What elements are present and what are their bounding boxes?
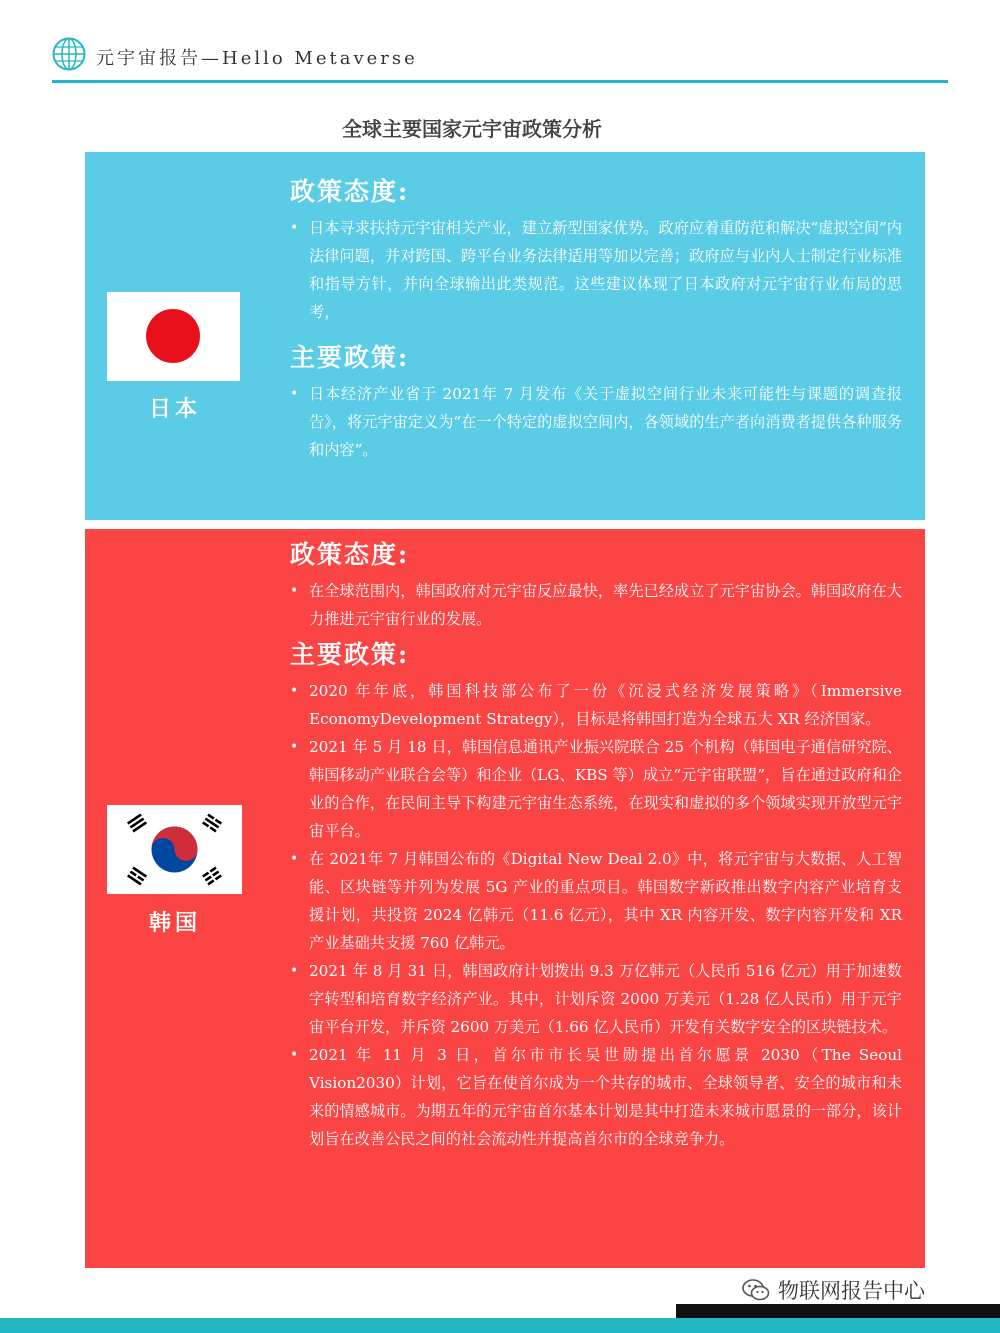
- list-item: • 日本寻求扶持元宇宙相关产业，建立新型国家优势。政府应着重防范和解决“虚拟空间”内法律问题，并对跨国、跨平台业务法律适用等加以完善；政府应与业内人士制定行业标准和指导方针，并向全球输出此类规范。这些建议体现了日本政府对元宇宙行业布局的思考，: [290, 214, 902, 326]
- watermark-text: 物联网报告中心: [778, 1279, 925, 1303]
- wechat-icon: [742, 1278, 770, 1302]
- country-label-japan: 日本: [148, 396, 201, 422]
- korea-attitude-heading: 政策态度:: [290, 540, 410, 569]
- header-title: 元宇宙报告—Hello Metaverse: [96, 48, 418, 69]
- footer-bar: [0, 1318, 1000, 1333]
- japan-flag: [107, 292, 240, 381]
- japan-attitude-heading: 政策态度:: [290, 177, 410, 206]
- list-item: • 在 2021年 7 月韩国公布的《Digital New Deal 2.0》中，将元宇宙与大数据、人工智能、区块链等并列为发展 5G 产业的重点项目。韩国数字新政推出数字内容产业培育支援计划，共投资 2024 亿韩元（11.6 亿元），其中 XR 内容开发、数字内容开发和 XR 产业基础共支援 760 亿韩元。: [290, 845, 902, 957]
- globe-icon: [52, 37, 86, 71]
- korea-policy-heading: 主要政策:: [290, 640, 410, 669]
- page-title: 全球主要国家元宇宙政策分析: [342, 117, 602, 141]
- japan-policy-heading: 主要政策:: [290, 343, 410, 372]
- korea-content: [290, 537, 902, 1157]
- list-item: • 2021 年 5 月 18 日，韩国信息通讯产业振兴院联合 25 个机构（韩国电子通信研究院、韩国移动产业联合会等）和企业（LG、KBS 等）成立“元宇宙联盟”，旨在通过政府和企业的合作，在民间主导下构建元宇宙生态系统，在现实和虚拟的多个领域实现开放型元宇宙平台。: [290, 733, 902, 845]
- list-item: • 2020 年年底，韩国科技部公布了一份《沉浸式经济发展策略》（Immersive EconomyDevelopment Strategy），目标是将韩国打造为全球五大 XR 经济国家。: [290, 677, 902, 733]
- japan-policy-list: [290, 380, 902, 464]
- japan-content: [290, 174, 902, 478]
- list-item: • 日本经济产业省于 2021年 7 月发布《关于虚拟空间行业未来可能性与课题的调查报告》，将元宇宙定义为“在一个特定的虚拟空间内，各领域的生产者向消费者提供各种服务和内容”。: [290, 380, 902, 464]
- list-item: • 2021 年 8 月 31 日，韩国政府计划拨出 9.3 万亿韩元（人民币 516 亿元）用于加速数字转型和培育数字经济产业。其中，计划斥资 2000 万美元（1.28 亿人民币）用于元宇宙平台开发，并斥资 2600 万美元（1.66 亿人民币）开发有关数字安全的区块链技术。: [290, 957, 902, 1041]
- list-item: • 在全球范围内，韩国政府对元宇宙反应最快，率先已经成立了元宇宙协会。韩国政府在大力推进元宇宙行业的发展。: [290, 577, 902, 633]
- country-label-korea: 韩国: [148, 910, 201, 936]
- korea-panel: [85, 529, 925, 1268]
- list-item: • 2021 年 11 月 3 日，首尔市市长吴世勋提出首尔愿景 2030（The Seoul Vision2030）计划，它旨在使首尔成为一个共存的城市、全球领导者、安全的城市和未来的情感城市。为期五年的元宇宙首尔基本计划是其中打造未来城市愿景的一部分，该计划旨在改善公民之间的社会流动性并提高首尔市的全球竞争力。: [290, 1041, 902, 1153]
- korea-flag: [107, 805, 242, 894]
- japan-attitude-list: [290, 214, 902, 326]
- japan-panel: [85, 152, 925, 520]
- footer-black-band: [676, 1304, 1000, 1318]
- header-divider: [52, 80, 948, 83]
- watermark: [742, 1276, 925, 1304]
- korea-attitude-list: [290, 577, 902, 633]
- korea-policy-list: [290, 677, 902, 1153]
